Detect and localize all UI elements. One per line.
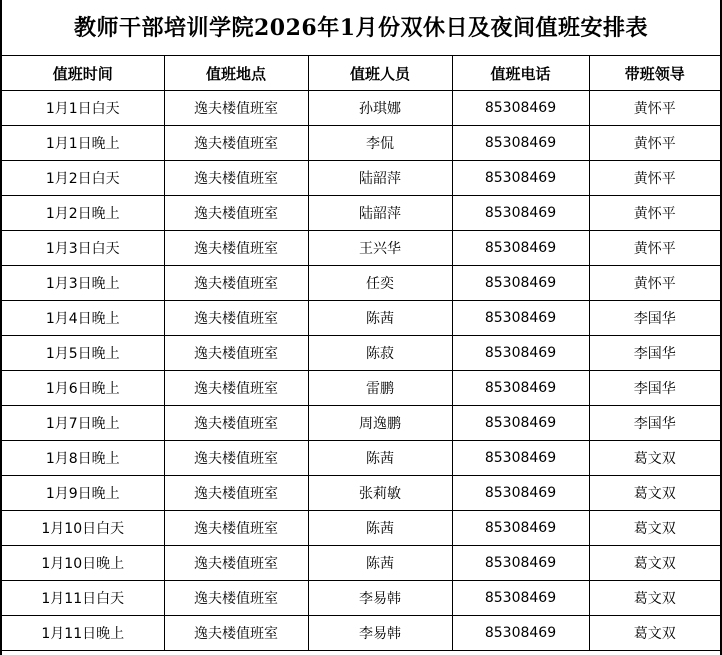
table-row bbox=[2, 91, 720, 126]
cell-duty-time: 1月8日晚上 bbox=[2, 441, 164, 476]
cell-duty-location: 逸夫楼值班室 bbox=[164, 161, 308, 196]
cell-duty-phone: 85308469 bbox=[452, 91, 589, 126]
table-row bbox=[2, 196, 720, 231]
cell-duty-phone: 85308469 bbox=[452, 581, 589, 616]
table-row bbox=[2, 406, 720, 441]
cell-duty-staff: 李易韩 bbox=[308, 581, 452, 616]
cell-duty-time: 1月1日晚上 bbox=[2, 126, 164, 161]
cell-leader: 葛文双 bbox=[589, 476, 720, 511]
cell-duty-staff: 任奕 bbox=[308, 266, 452, 301]
cell-duty-staff: 张莉敏 bbox=[308, 476, 452, 511]
table-row bbox=[2, 581, 720, 616]
cell-duty-staff: 陆韶萍 bbox=[308, 196, 452, 231]
cell-duty-location: 逸夫楼值班室 bbox=[164, 511, 308, 546]
cell-duty-phone: 85308469 bbox=[452, 616, 589, 651]
cell-leader: 黄怀平 bbox=[589, 91, 720, 126]
cell-duty-time: 1月11日白天 bbox=[2, 581, 164, 616]
cell-duty-location: 逸夫楼值班室 bbox=[164, 126, 308, 161]
cell-duty-location: 逸夫楼值班室 bbox=[164, 441, 308, 476]
cell-duty-phone: 85308469 bbox=[452, 126, 589, 161]
table-row bbox=[2, 371, 720, 406]
cell-leader: 李国华 bbox=[589, 301, 720, 336]
cell-duty-location: 逸夫楼值班室 bbox=[164, 476, 308, 511]
cell-duty-time: 1月11日晚上 bbox=[2, 616, 164, 651]
cell-duty-staff: 陈茜 bbox=[308, 301, 452, 336]
cell-duty-location: 逸夫楼值班室 bbox=[164, 266, 308, 301]
cell-duty-location: 逸夫楼值班室 bbox=[164, 616, 308, 651]
cell-leader: 葛文双 bbox=[589, 511, 720, 546]
cell-duty-phone: 85308469 bbox=[452, 546, 589, 581]
cell-duty-location: 逸夫楼值班室 bbox=[164, 196, 308, 231]
cell-duty-time: 1月10日晚上 bbox=[2, 546, 164, 581]
cell-duty-phone: 85308469 bbox=[452, 336, 589, 371]
cell-duty-staff: 王兴华 bbox=[308, 231, 452, 266]
cell-duty-staff: 陈茜 bbox=[308, 441, 452, 476]
cell-leader: 李国华 bbox=[589, 371, 720, 406]
cell-leader: 葛文双 bbox=[589, 546, 720, 581]
header-duty-phone: 值班电话 bbox=[452, 56, 589, 91]
table-row bbox=[2, 546, 720, 581]
cell-duty-staff: 周逸鹏 bbox=[308, 406, 452, 441]
header-duty-staff: 值班人员 bbox=[308, 56, 452, 91]
table-row bbox=[2, 161, 720, 196]
cell-duty-staff: 雷鹏 bbox=[308, 371, 452, 406]
table-header-row bbox=[2, 56, 720, 91]
header-duty-location: 值班地点 bbox=[164, 56, 308, 91]
cell-duty-location: 逸夫楼值班室 bbox=[164, 336, 308, 371]
cell-duty-phone: 85308469 bbox=[452, 476, 589, 511]
cell-duty-phone: 85308469 bbox=[452, 161, 589, 196]
cell-leader: 黄怀平 bbox=[589, 126, 720, 161]
cell-duty-location: 逸夫楼值班室 bbox=[164, 546, 308, 581]
cell-duty-staff: 陆韶萍 bbox=[308, 161, 452, 196]
table-row bbox=[2, 301, 720, 336]
cell-duty-phone: 85308469 bbox=[452, 266, 589, 301]
cell-duty-time: 1月6日晚上 bbox=[2, 371, 164, 406]
cell-duty-phone: 85308469 bbox=[452, 511, 589, 546]
table-row bbox=[2, 511, 720, 546]
cell-duty-phone: 85308469 bbox=[452, 301, 589, 336]
cell-duty-time: 1月10日白天 bbox=[2, 511, 164, 546]
cell-duty-time: 1月2日晚上 bbox=[2, 196, 164, 231]
cell-duty-time: 1月7日晚上 bbox=[2, 406, 164, 441]
cell-duty-staff: 李侃 bbox=[308, 126, 452, 161]
cell-leader: 葛文双 bbox=[589, 441, 720, 476]
cell-duty-phone: 85308469 bbox=[452, 441, 589, 476]
cell-leader: 葛文双 bbox=[589, 581, 720, 616]
duty-table bbox=[2, 56, 720, 651]
table-row bbox=[2, 476, 720, 511]
cell-duty-time: 1月2日白天 bbox=[2, 161, 164, 196]
table-row bbox=[2, 126, 720, 161]
cell-duty-location: 逸夫楼值班室 bbox=[164, 91, 308, 126]
table-row bbox=[2, 336, 720, 371]
page-title: 教师干部培训学院2026年1月份双休日及夜间值班安排表 bbox=[2, 0, 720, 56]
cell-duty-location: 逸夫楼值班室 bbox=[164, 371, 308, 406]
cell-duty-time: 1月3日晚上 bbox=[2, 266, 164, 301]
table-row bbox=[2, 441, 720, 476]
cell-duty-location: 逸夫楼值班室 bbox=[164, 231, 308, 266]
cell-leader: 黄怀平 bbox=[589, 196, 720, 231]
cell-duty-time: 1月3日白天 bbox=[2, 231, 164, 266]
table-row bbox=[2, 266, 720, 301]
cell-duty-staff: 陈菽 bbox=[308, 336, 452, 371]
cell-duty-location: 逸夫楼值班室 bbox=[164, 581, 308, 616]
cell-duty-time: 1月9日晚上 bbox=[2, 476, 164, 511]
cell-duty-location: 逸夫楼值班室 bbox=[164, 301, 308, 336]
cell-duty-staff: 孙琪娜 bbox=[308, 91, 452, 126]
cell-duty-time: 1月5日晚上 bbox=[2, 336, 164, 371]
cell-leader: 李国华 bbox=[589, 406, 720, 441]
cell-duty-phone: 85308469 bbox=[452, 371, 589, 406]
cell-duty-location: 逸夫楼值班室 bbox=[164, 406, 308, 441]
cell-leader: 李国华 bbox=[589, 336, 720, 371]
cell-duty-time: 1月1日白天 bbox=[2, 91, 164, 126]
cell-leader: 黄怀平 bbox=[589, 161, 720, 196]
header-leader: 带班领导 bbox=[589, 56, 720, 91]
cell-duty-time: 1月4日晚上 bbox=[2, 301, 164, 336]
cell-duty-phone: 85308469 bbox=[452, 196, 589, 231]
cell-leader: 黄怀平 bbox=[589, 266, 720, 301]
cell-duty-staff: 李易韩 bbox=[308, 616, 452, 651]
cell-duty-phone: 85308469 bbox=[452, 231, 589, 266]
table-row bbox=[2, 231, 720, 266]
header-duty-time: 值班时间 bbox=[2, 56, 164, 91]
cell-duty-staff: 陈茜 bbox=[308, 546, 452, 581]
cell-duty-staff: 陈茜 bbox=[308, 511, 452, 546]
cell-leader: 黄怀平 bbox=[589, 231, 720, 266]
table-row bbox=[2, 616, 720, 651]
cell-leader: 葛文双 bbox=[589, 616, 720, 651]
cell-duty-phone: 85308469 bbox=[452, 406, 589, 441]
